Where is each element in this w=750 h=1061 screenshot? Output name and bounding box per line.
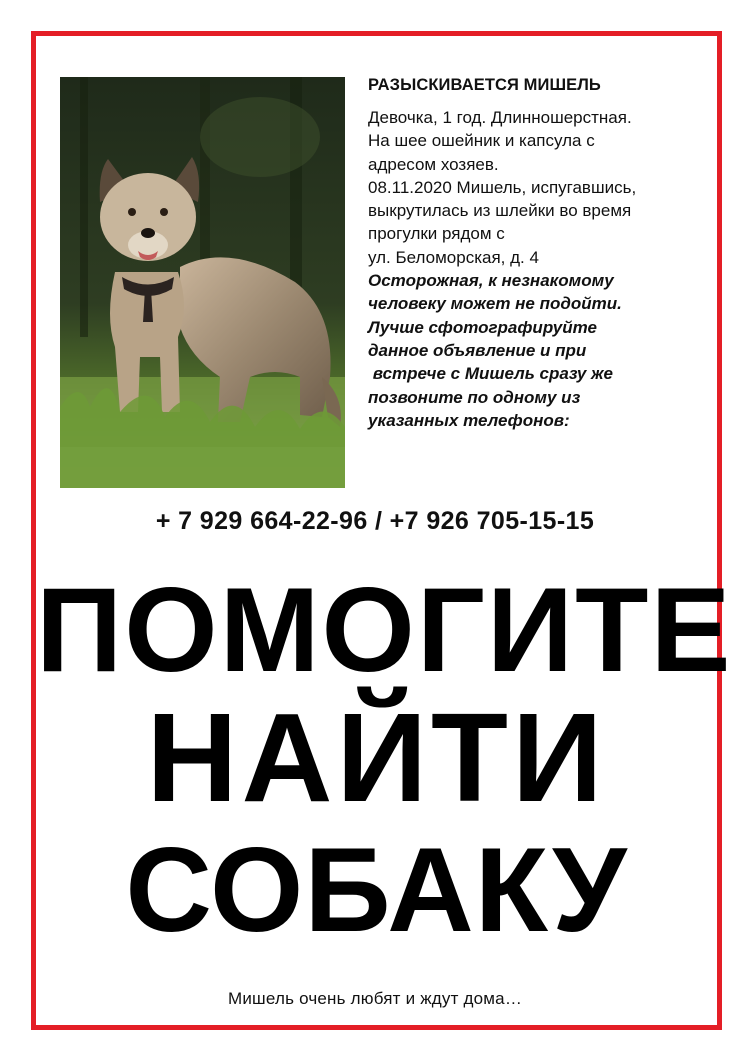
poster-heading: РАЗЫСКИВАЕТСЯ МИШЕЛЬ: [368, 76, 601, 94]
warning-line: Лучше сфотографируйте: [368, 317, 597, 337]
dog-photo: [60, 77, 345, 488]
footer-text: Мишель очень любят и ждут дома…: [227, 989, 523, 1008]
headline-dog: СОБАКУ: [125, 823, 628, 957]
warning-line: Осторожная, к незнакомому: [368, 271, 614, 291]
warning-line: указанных телефонов:: [368, 410, 570, 430]
warning-text: [368, 269, 703, 432]
description-line: адресом хозяев.: [368, 154, 499, 174]
warning-line: встрече с Мишель сразу же: [368, 364, 614, 384]
description-line: На шее ошейник и капсула с: [368, 131, 595, 151]
headline-find: НАЙТИ: [146, 687, 607, 828]
warning-line: данное объявление и при: [368, 340, 587, 360]
description-line: прогулки рядом с: [368, 224, 505, 244]
warning-line: позвоните по одному из: [368, 387, 581, 407]
description-line: выкрутилась из шлейки во время: [368, 201, 632, 221]
phone-numbers: + 7 929 664-22-96 / +7 926 705-15-15: [155, 507, 595, 535]
warning-line: человеку может не подойти.: [368, 294, 622, 314]
description-line: Девочка, 1 год. Длинношерстная.: [368, 108, 632, 127]
info-block: [368, 74, 703, 432]
headline-help: ПОМОГИТЕ: [36, 563, 733, 697]
description: [368, 106, 703, 269]
description-line: ул. Беломорская, д. 4: [368, 247, 539, 267]
description-line: 08.11.2020 Мишель, испугавшись,: [368, 177, 637, 197]
